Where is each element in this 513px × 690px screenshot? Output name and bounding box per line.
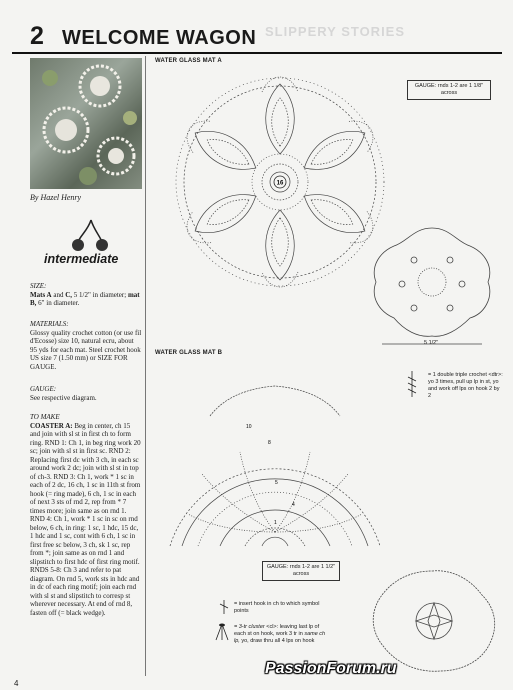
pattern-number: 2	[30, 22, 44, 50]
round-label: 8	[268, 440, 271, 446]
byline: By Hazel Henry	[30, 193, 82, 202]
site-watermark: PassionForum.ru	[265, 660, 397, 677]
gauge-section	[30, 385, 142, 402]
to-make-section	[30, 413, 142, 617]
materials-text: Glossy quality crochet cotton (or use fil d'Ecosse) size 10, natural ecru, about 95 yds for each mat. Steel crochet hook US size 7 (1.50 mm) or SIZE FOR GAUGE.	[30, 328, 142, 371]
mat-b-finished-outline	[360, 565, 505, 675]
mat-a-finished-outline	[362, 220, 502, 350]
round-label: 5	[275, 480, 278, 486]
gauge-b-box: GAUGE: rnds 1-2 are 1 1/2" across	[262, 561, 340, 581]
gauge-a-box: GAUGE: rnds 1-2 are 1 1/8" across	[407, 80, 491, 100]
dtr-legend-text: = 1 double triple crochet <dtr>: yo 3 times, pull up lp in st, yo and work off lps on hook 2 by 2	[428, 372, 503, 399]
round-label: 1	[274, 520, 277, 526]
materials-section	[30, 320, 142, 371]
cherry-icon	[66, 218, 116, 252]
to-make-heading: TO MAKE	[30, 413, 60, 421]
skill-level: intermediate	[44, 252, 119, 266]
dimension-label: 5 1/2"	[424, 340, 439, 346]
doily-photo	[30, 58, 142, 189]
cluster-symbol-icon	[213, 622, 231, 647]
size-heading: SIZE:	[30, 282, 47, 290]
insert-legend-text: = insert hook in ch to which symbol points	[234, 601, 320, 614]
cluster-legend-text: = 3-tr cluster <cl>: leaving last lp of each st on hook, work 3 tr in same ch lp, yo, draw thru all 4 lps on hook	[234, 624, 326, 644]
mat-a-label: WATER GLASS MAT A	[155, 58, 222, 64]
mat-b-diagram	[150, 356, 400, 556]
size-text: Mats A and C, 5 1/2" in diameter; mat B, 6" in diameter.	[30, 290, 140, 307]
page-number: 4	[14, 679, 19, 688]
center-round-number: 16	[276, 180, 284, 187]
to-make-text: COASTER A: Beg in center, ch 15 and join with sl st in first ch to form ring. RND 1: Ch 1, in beg ring work 20 sc; join with sl st in first sc. RND 2: Replacing first dc with 3 ch, in each sc around work 2 dc; join with sl st in top of ch-3. RND 3: Ch 1, work * 1 sc in each of 2 dc, 16 ch, 1 sc in 11th st from hook (= ring made), 6 ch, 1 sc in each of next 3 sts of rnd 2, rep from * 7 times more; join same as on rnd 1. RND 4: Ch 1, work * 1 sc in sc on rnd below, 6 ch, in ring: 1 sc, 1 hdc, 15 dc, 1 hdc and 1 sc, cont with 6 ch, 1 sc in first free sc below, 3 ch, sk 1 sc, rep from *; join same as on rnd 1 and slipstitch to first hdc of first ring motif. RNDS 5-8: Ch 3 and refer to pat diagram. On rnd 5, work sts in hdc and in dc of each ring motif; join each rnd with sl st and slipstitch to corresp st wherever necessary. At end of rnd 8, fasten off (= black wedge).	[30, 421, 141, 617]
materials-heading: MATERIALS:	[30, 320, 69, 328]
gauge-heading: GAUGE:	[30, 385, 57, 393]
mat-b-label: WATER GLASS MAT B	[155, 350, 223, 356]
dtr-symbol-icon	[405, 369, 419, 404]
column-divider	[145, 56, 146, 676]
size-section	[30, 282, 142, 308]
insert-symbol-icon	[218, 598, 230, 621]
gauge-text: See respective diagram.	[30, 393, 97, 402]
bleed-through-text: SLIPPERY STORIES	[265, 24, 406, 39]
page-title: WELCOME WAGON	[62, 27, 257, 49]
round-label: 4	[292, 502, 295, 508]
round-label: 10	[246, 424, 252, 430]
